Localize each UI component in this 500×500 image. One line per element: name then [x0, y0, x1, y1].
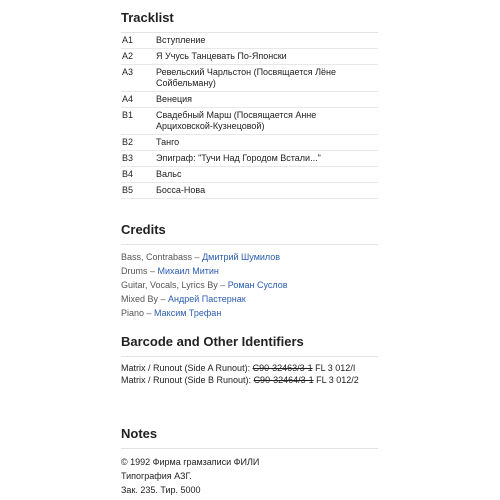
identifier-label: Matrix / Runout (Side A Runout):: [121, 363, 253, 373]
identifier-struck-value: C90-32464/3-1: [253, 375, 314, 385]
identifier-label: Matrix / Runout (Side B Runout):: [121, 375, 254, 385]
credit-item: [121, 264, 378, 278]
credit-role: Drums: [121, 266, 148, 276]
track-row: [121, 33, 378, 49]
credit-item: [121, 250, 378, 264]
tracklist-heading: Tracklist: [121, 10, 174, 25]
credit-artist-link[interactable]: Максим Трефан: [154, 308, 222, 318]
track-title: Свадебный Марш (Посвящается Анне Арциховской-Кузнецовой): [156, 110, 317, 131]
credit-item: [121, 278, 378, 292]
barcode-divider: [121, 356, 378, 357]
matrix-runout-side-b: [121, 374, 378, 386]
tracklist-table: [121, 33, 378, 199]
track-title: Венеция: [156, 94, 193, 104]
notes-divider: [121, 448, 378, 449]
track-row: [121, 49, 378, 65]
credits-divider: [121, 244, 378, 245]
track-position: A1: [122, 35, 134, 45]
credit-artist-link[interactable]: Роман Суслов: [227, 280, 288, 290]
track-position: B1: [122, 110, 134, 120]
credits-list: [121, 250, 378, 320]
credit-role: Piano: [121, 308, 145, 318]
track-title: Эпиграф: "Тучи Над Городом Встали...": [156, 153, 321, 163]
track-position: B5: [122, 185, 134, 195]
track-row: [121, 65, 378, 92]
track-row: [121, 135, 378, 151]
track-position: A3: [122, 67, 134, 77]
identifier-value: FL 3 012/I: [312, 363, 356, 373]
track-row: [121, 167, 378, 183]
note-line: © 1992 Фирма грамзаписи ФИЛИ: [121, 457, 260, 467]
track-row: [121, 183, 378, 199]
notes-list: [121, 455, 378, 497]
tracklist-section: [121, 10, 378, 199]
track-title: Я Учусь Танцевать По-Японски: [156, 51, 287, 61]
credit-artist-link[interactable]: Михаил Митин: [157, 266, 219, 276]
track-title: Ревельский Чарльстон (Посвящается Лёне Сойбельману): [156, 67, 336, 88]
track-title: Танго: [156, 137, 180, 147]
credit-separator: –: [144, 308, 155, 318]
credit-role: Guitar, Vocals, Lyrics By: [121, 280, 218, 290]
credits-section: [121, 222, 378, 320]
credit-role: Bass, Contrabass: [121, 252, 193, 262]
track-position: A2: [122, 51, 134, 61]
notes-heading: Notes: [121, 426, 158, 441]
track-title: Вальс: [156, 169, 182, 179]
barcode-section: [121, 334, 378, 386]
credit-artist-link[interactable]: Андрей Пастернак: [168, 294, 246, 304]
track-row: [121, 151, 378, 167]
tracklist-body: [121, 33, 378, 199]
barcode-heading: Barcode and Other Identifiers: [121, 334, 304, 349]
track-position: B3: [122, 153, 134, 163]
track-title: Вступление: [156, 35, 206, 45]
track-row: [121, 108, 378, 135]
note-line: Типография АЗГ.: [121, 471, 192, 481]
credit-role: Mixed By: [121, 294, 159, 304]
credit-separator: –: [217, 280, 228, 290]
track-row: [121, 92, 378, 108]
credit-separator: –: [158, 294, 169, 304]
credit-separator: –: [192, 252, 203, 262]
notes-section: [121, 426, 378, 497]
matrix-runout-side-a: [121, 362, 378, 374]
credits-heading: Credits: [121, 222, 166, 237]
note-line: Зак. 235. Тир. 5000: [121, 485, 201, 495]
identifier-struck-value: C90-32463/3-1: [252, 363, 313, 373]
credit-item: [121, 306, 378, 320]
barcode-list: [121, 362, 378, 386]
identifier-value: FL 3 012/2: [313, 375, 359, 385]
track-position: B4: [122, 169, 134, 179]
track-position: B2: [122, 137, 134, 147]
track-title: Босса-Нова: [156, 185, 206, 195]
credit-artist-link[interactable]: Дмитрий Шумилов: [202, 252, 281, 262]
credit-item: [121, 292, 378, 306]
credit-separator: –: [147, 266, 158, 276]
track-position: A4: [122, 94, 134, 104]
